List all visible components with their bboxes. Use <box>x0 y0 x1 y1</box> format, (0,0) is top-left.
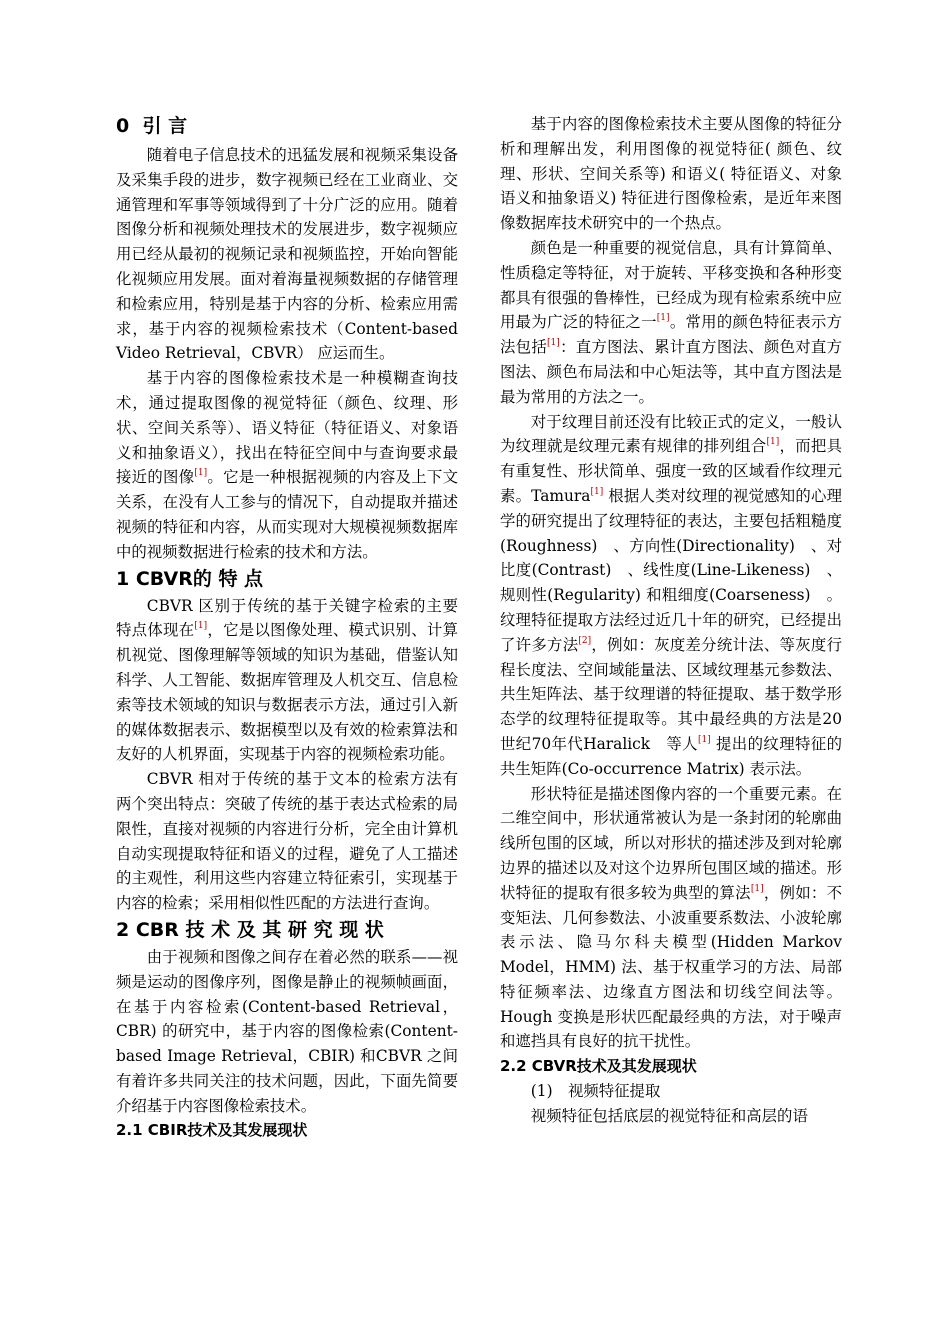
list-item-video-feature-extraction: (1) 视频特征提取 <box>530 1082 661 1101</box>
paragraph-features-2: CBVR 相对于传统的基于文本的检索方法有两个突出特点：突破了传统的基于表达式检索的局限性，直接对视频的内容进行分析，完全由计算机自动实现提取特征和语义的过程，避免了人工描述的主观性，利用这些内容建立特征索引，实现基于内容的检索；采用相似性匹配的方法进行查询。 <box>116 770 458 913</box>
citation: [1] <box>194 621 208 632</box>
subsection-heading-cbvr: 2.2 CBVR技术及其发展现状 <box>500 1057 697 1076</box>
paragraph-video-features: 视频特征包括底层的视觉特征和高层的语 <box>530 1107 808 1126</box>
citation: [1] <box>750 883 764 894</box>
paragraph-features-1: CBVR 区别于传统的基于关键字检索的主要特点体现在[1]，它是以图像处理、模式识别、计算机视觉、图像理解等领域的知识为基础，借鉴认知科学、人工智能、数据库管理及人机交互、信息检索等技术领域的知识与数据表示方法，通过引入新的媒体数据表示、数据模型以及有效的检索算法和友好的人机界面，实现基于内容的视频检索功能。 <box>116 596 458 764</box>
paragraph-cbir-overview: 基于内容的图像检索技术主要从图像的特征分析和理解出发，利用图像的视觉特征( 颜色、纹理、形状、空间关系等) 和语义( 特征语义、对象语义和抽象语义) 特征进行图像检索，是近年来图像数据库技术研究中的一个热点。 <box>500 115 842 233</box>
left-column <box>116 112 458 1143</box>
citation: [1] <box>766 437 780 448</box>
citation: [1] <box>697 734 711 745</box>
subsection-heading-cbir: 2.1 CBIR技术及其发展现状 <box>116 1121 308 1140</box>
paragraph-cbr-status: 由于视频和图像之间存在着必然的联系——视频是运动的图像序列，图像是静止的视频帧画面，在基于内容检索(Content-based Retrieval，CBR) 的研究中，基于内容的图像检索(Content-based Image Retrieval，CBIR) 和CBVR 之间有着许多共同关注的技术问题，因此，下面先简要介绍基于内容图像检索技术。 <box>116 947 458 1115</box>
citation: [1] <box>590 486 604 497</box>
section-heading-cbvr-features: 1 CBVR的 特 点 <box>116 567 264 590</box>
section-heading-cbr-status: 2 CBR 技 术 及 其 研 究 现 状 <box>116 918 384 941</box>
paragraph-shape-feature: 形状特征是描述图像内容的一个重要元素。在二维空间中，形状通常被认为是一条封闭的轮廓曲线所包围的区域，所以对形状的描述涉及到对轮廓边界的描述以及对这个边界所包围区域的描述。形状特征的提取有很多较为典型的算法[1]，例如：不变矩法、几何参数法、小波重要系数法、小波轮廓表示法、隐马尔科夫模型(Hidden Markov Model，HMM) 法、基于权重学习的方法、局部特征频率法、边缘直方图法和切线空间法等。Hough 变换是形状匹配最经典的方法，对于噪声和遮挡具有良好的抗干扰性。 <box>500 784 842 1051</box>
paragraph-intro-1: 随着电子信息技术的迅猛发展和视频采集设备及采集手段的进步，数字视频已经在工业商业、交通管理和军事等领域得到了十分广泛的应用。随着图像分析和视频处理技术的发展进步，数字视频应用已经从最初的视频记录和视频监控，开始向智能化视频应用发展。面对着海量视频数据的存储管理和检索应用，特别是基于内容的分析、检索应用需求，基于内容的视频检索技术（Content-based Video Retrieval，CBVR） 应运而生。 <box>116 146 458 363</box>
citation: [1] <box>656 313 670 324</box>
citation: [1] <box>194 468 208 479</box>
paragraph-texture-feature: 对于纹理目前还没有比较正式的定义，一般认为纹理就是纹理元素有规律的排列组合[1]，而把具有重复性、形状简单、强度一致的区域看作纹理元素。Tamura[1] 根据人类对纹理的视觉感知的心理学的研究提出了纹理特征的表达，主要包括粗糙度(Roughness) 、方向性(Directionality) 、对比度(Contrast) 、线性度(Line-Likeness) 、规则性(Regularity) 和粗细度(Coarseness) 。纹理特征提取方法经过近几十年的研究，已经提出了许多方法[2]，例如：灰度差分统计法、等灰度行程长度法、空间域能量法、区域纹理基元参数法、共生矩阵法、基于纹理谱的特征提取、基于数学形态学的纹理特征提取等。其中最经典的方法是20世纪70年代Haralick 等人[1] 提出的纹理特征的共生矩阵(Co-occurrence Matrix) 表示法。 <box>500 412 842 778</box>
right-column <box>500 112 842 1129</box>
paragraph-color-feature: 颜色是一种重要的视觉信息，具有计算简单、性质稳定等特征，对于旋转、平移变换和各种形变都具有很强的鲁棒性，已经成为现有检索系统中应用最为广泛的特征之一[1]。常用的颜色特征表示方法包括[1]：直方图法、累计直方图法、颜色对直方图法、颜色布局法和中心矩法等，其中直方图法是最为常用的方法之一。 <box>500 238 842 406</box>
section-heading-introduction: 0 引 言 <box>116 115 188 137</box>
citation: [2] <box>578 635 592 646</box>
paragraph-intro-2: 基于内容的图像检索技术是一种模糊查询技术，通过提取图像的视觉特征（颜色、纹理、形状、空间关系等）、语义特征（特征语义、对象语义和抽象语义），找出在特征空间中与查询要求最接近的图像[1]。它是一种根据视频的内容及上下文关系，在没有人工参与的情况下，自动提取并描述视频的特征和内容，从而实现对大规模视频数据库中的视频数据进行检索的技术和方法。 <box>116 369 458 561</box>
citation: [1] <box>547 338 560 349</box>
